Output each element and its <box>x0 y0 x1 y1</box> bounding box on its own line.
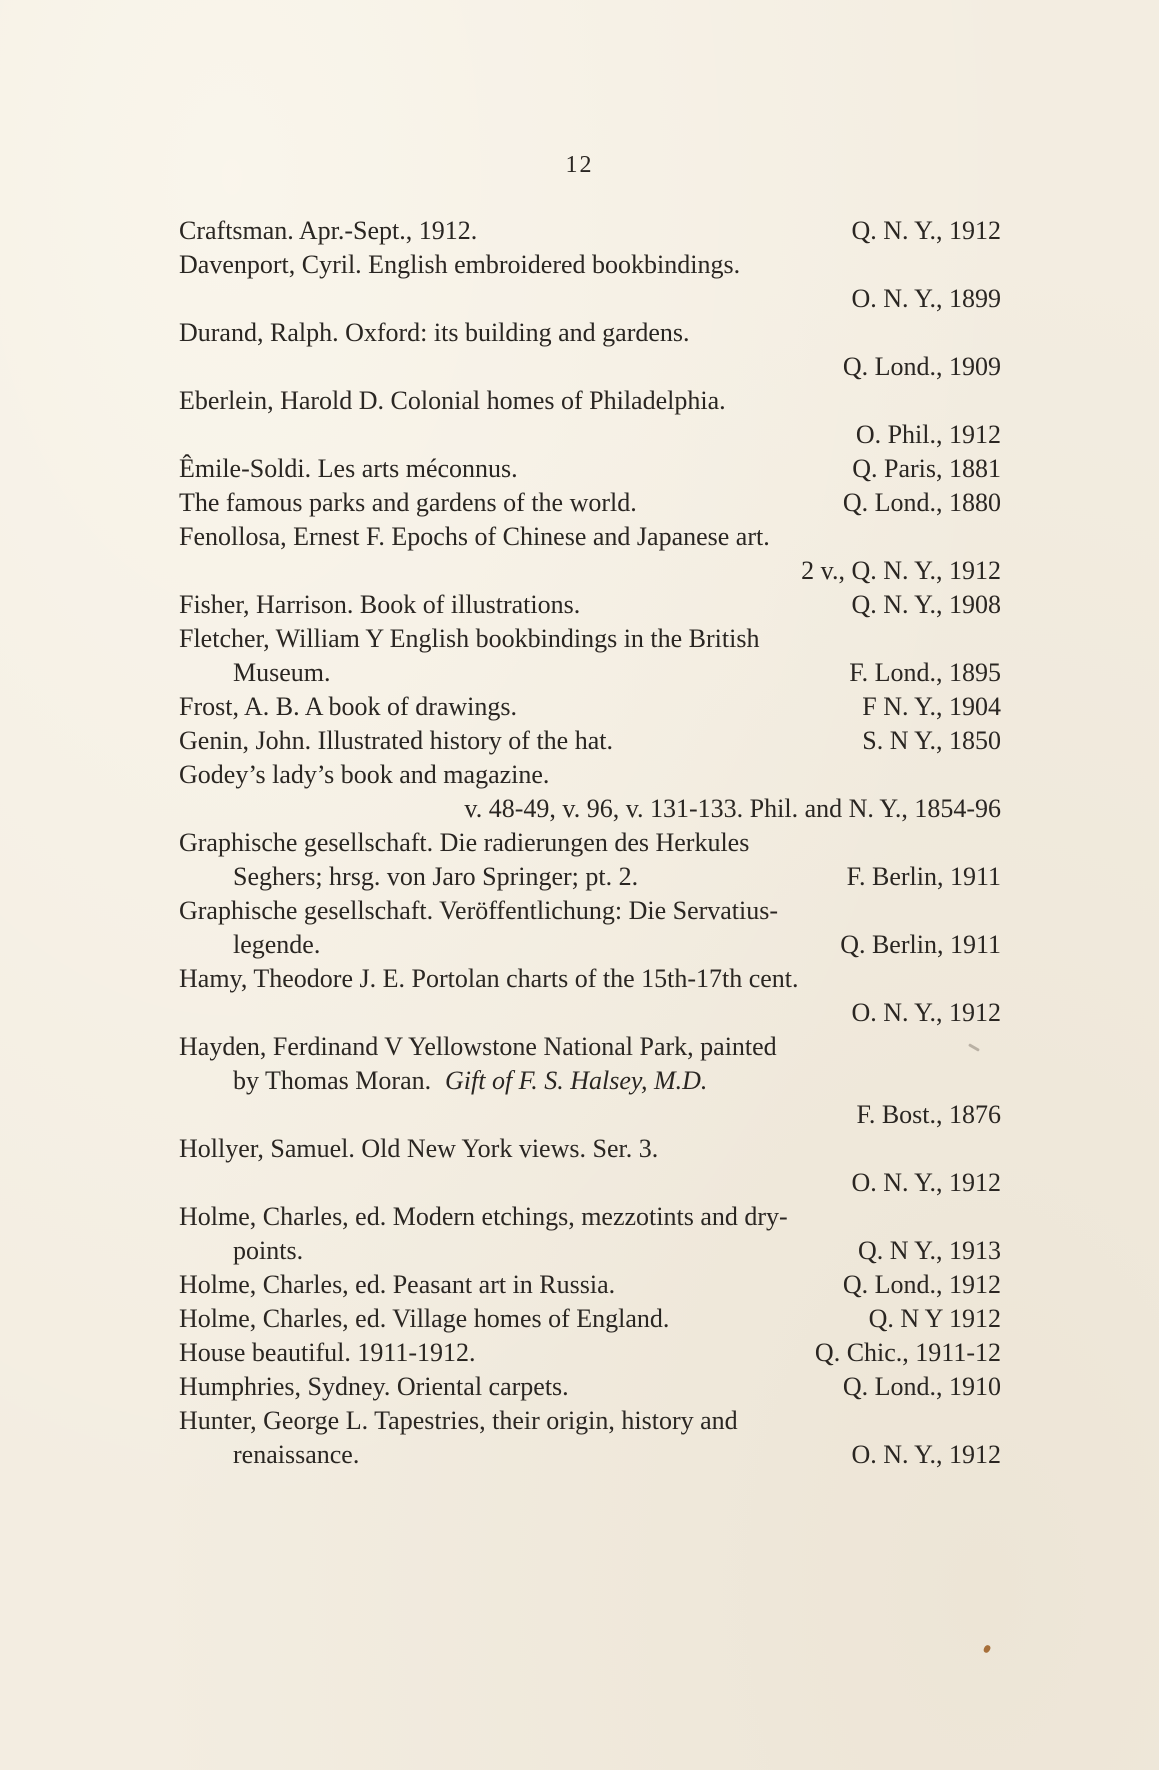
imprint: S. N Y., 1850 <box>862 726 1001 755</box>
entry-text: Hayden, Ferdinand V Yellowstone National Park, painted <box>179 1032 777 1061</box>
entry-line <box>179 588 1001 622</box>
gift-note: Gift of F. S. Halsey, M.D. <box>445 1066 708 1095</box>
entry-line <box>179 282 1001 316</box>
entry-text: Fletcher, William Y English bookbindings in the British <box>179 624 760 653</box>
entry-line <box>179 1438 1001 1472</box>
imprint: Q. N Y., 1913 <box>857 1236 1001 1265</box>
entry-line <box>179 758 1001 792</box>
entry-text: Hunter, George L. Tapestries, their origin, history and <box>179 1406 738 1435</box>
entry-text: Graphische gesellschaft. Veröffentlichung: Die Servatius- <box>179 896 779 925</box>
entry-text: Genin, John. Illustrated history of the hat. <box>179 726 613 755</box>
entry-text: Humphries, Sydney. Oriental carpets. <box>179 1372 569 1401</box>
entry-text: Holme, Charles, ed. Peasant art in Russia. <box>179 1270 616 1299</box>
entry-line <box>179 350 1001 384</box>
imprint: O. N. Y., 1912 <box>851 998 1001 1027</box>
entry-text: Craftsman. Apr.-Sept., 1912. <box>179 216 478 245</box>
entry-line <box>179 928 1001 962</box>
imprint: Q. Lond., 1910 <box>842 1372 1001 1401</box>
entry-text: Davenport, Cyril. English embroidered bookbindings. <box>179 250 741 279</box>
entry-line <box>179 996 1001 1030</box>
entry-line <box>179 554 1001 588</box>
entry-line <box>179 214 1001 248</box>
entry-line <box>179 1166 1001 1200</box>
imprint: Q. Lond., 1909 <box>842 352 1001 381</box>
entry-text: House beautiful. 1911-1912. <box>179 1338 476 1367</box>
entry-line <box>179 1302 1001 1336</box>
imprint: Q. Lond., 1880 <box>842 488 1001 517</box>
imprint: Q. Berlin, 1911 <box>840 930 1001 959</box>
entry-continuation-text: Museum. <box>233 658 331 687</box>
entry-continuation-text: by Thomas Moran. <box>233 1066 432 1095</box>
entry-line <box>179 1200 1001 1234</box>
imprint: F. Berlin, 1911 <box>846 862 1001 891</box>
imprint: F N. Y., 1904 <box>862 692 1001 721</box>
entry-line <box>179 520 1001 554</box>
entry-text: Fenollosa, Ernest F. Epochs of Chinese and Japanese art. <box>179 522 770 551</box>
imprint: F. Bost., 1876 <box>856 1100 1001 1129</box>
entry-text: Eberlein, Harold D. Colonial homes of Philadelphia. <box>179 386 726 415</box>
entry-line <box>179 418 1001 452</box>
imprint: O. N. Y., 1912 <box>851 1440 1001 1469</box>
bibliography-listing <box>179 214 1001 1472</box>
entry-text: Durand, Ralph. Oxford: its building and gardens. <box>179 318 690 347</box>
entry-line <box>179 1370 1001 1404</box>
entry-text: Fisher, Harrison. Book of illustrations. <box>179 590 581 619</box>
entry-line <box>179 1030 1001 1064</box>
entry-continuation-text: legende. <box>233 930 321 959</box>
imprint: F. Lond., 1895 <box>849 658 1001 687</box>
entry-line <box>179 622 1001 656</box>
entry-text: Frost, A. B. A book of drawings. <box>179 692 518 721</box>
entry-line <box>179 1336 1001 1370</box>
entry-continuation-text: points. <box>233 1236 304 1265</box>
imprint: v. 48-49, v. 96, v. 131-133. Phil. and N. Y., 1854-96 <box>464 794 1001 823</box>
entry-text: Godey’s lady’s book and magazine. <box>179 760 550 789</box>
imprint: O. N. Y., 1912 <box>851 1168 1001 1197</box>
entry-line <box>179 894 1001 928</box>
entry-line <box>179 486 1001 520</box>
entry-line <box>179 962 1001 996</box>
entry-line <box>179 724 1001 758</box>
entry-line <box>179 316 1001 350</box>
imprint: Q. Paris, 1881 <box>852 454 1001 483</box>
entry-line <box>179 452 1001 486</box>
entry-text: Hollyer, Samuel. Old New York views. Ser. 3. <box>179 1134 659 1163</box>
imprint: Q. Lond., 1912 <box>842 1270 1001 1299</box>
entry-text: Hamy, Theodore J. E. Portolan charts of the 15th-17th cent. <box>179 964 799 993</box>
entry-line <box>179 826 1001 860</box>
imprint: Q. Chic., 1911-12 <box>814 1338 1001 1367</box>
imprint: O. N. Y., 1899 <box>851 284 1001 313</box>
entry-text: The famous parks and gardens of the world. <box>179 488 637 517</box>
entry-text: Holme, Charles, ed. Modern etchings, mezzotints and dry- <box>179 1202 788 1231</box>
imprint: Q. N. Y., 1908 <box>851 590 1001 619</box>
entry-line <box>179 792 1001 826</box>
entry-line <box>179 384 1001 418</box>
entry-line <box>179 1404 1001 1438</box>
entry-line <box>179 860 1001 894</box>
entry-line <box>179 1268 1001 1302</box>
page-number: 12 <box>565 152 594 178</box>
imprint: 2 v., Q. N. Y., 1912 <box>801 556 1001 585</box>
imprint: Q. N Y 1912 <box>868 1304 1001 1333</box>
entry-text: Êmile-Soldi. Les arts méconnus. <box>179 454 518 483</box>
entry-line <box>179 248 1001 282</box>
entry-line <box>179 1234 1001 1268</box>
entry-line <box>179 1098 1001 1132</box>
entry-text: Graphische gesellschaft. Die radierungen des Herkules <box>179 828 750 857</box>
entry-line <box>179 690 1001 724</box>
imprint: Q. N. Y., 1912 <box>851 216 1001 245</box>
imprint: O. Phil., 1912 <box>855 420 1001 449</box>
entry-line <box>179 1132 1001 1166</box>
entry-continuation-text: Seghers; hrsg. von Jaro Springer; pt. 2. <box>233 862 639 891</box>
entry-line <box>179 656 1001 690</box>
entry-continuation-text: renaissance. <box>233 1440 360 1469</box>
entry-text: Holme, Charles, ed. Village homes of England. <box>179 1304 670 1333</box>
entry-line <box>179 1064 1001 1098</box>
